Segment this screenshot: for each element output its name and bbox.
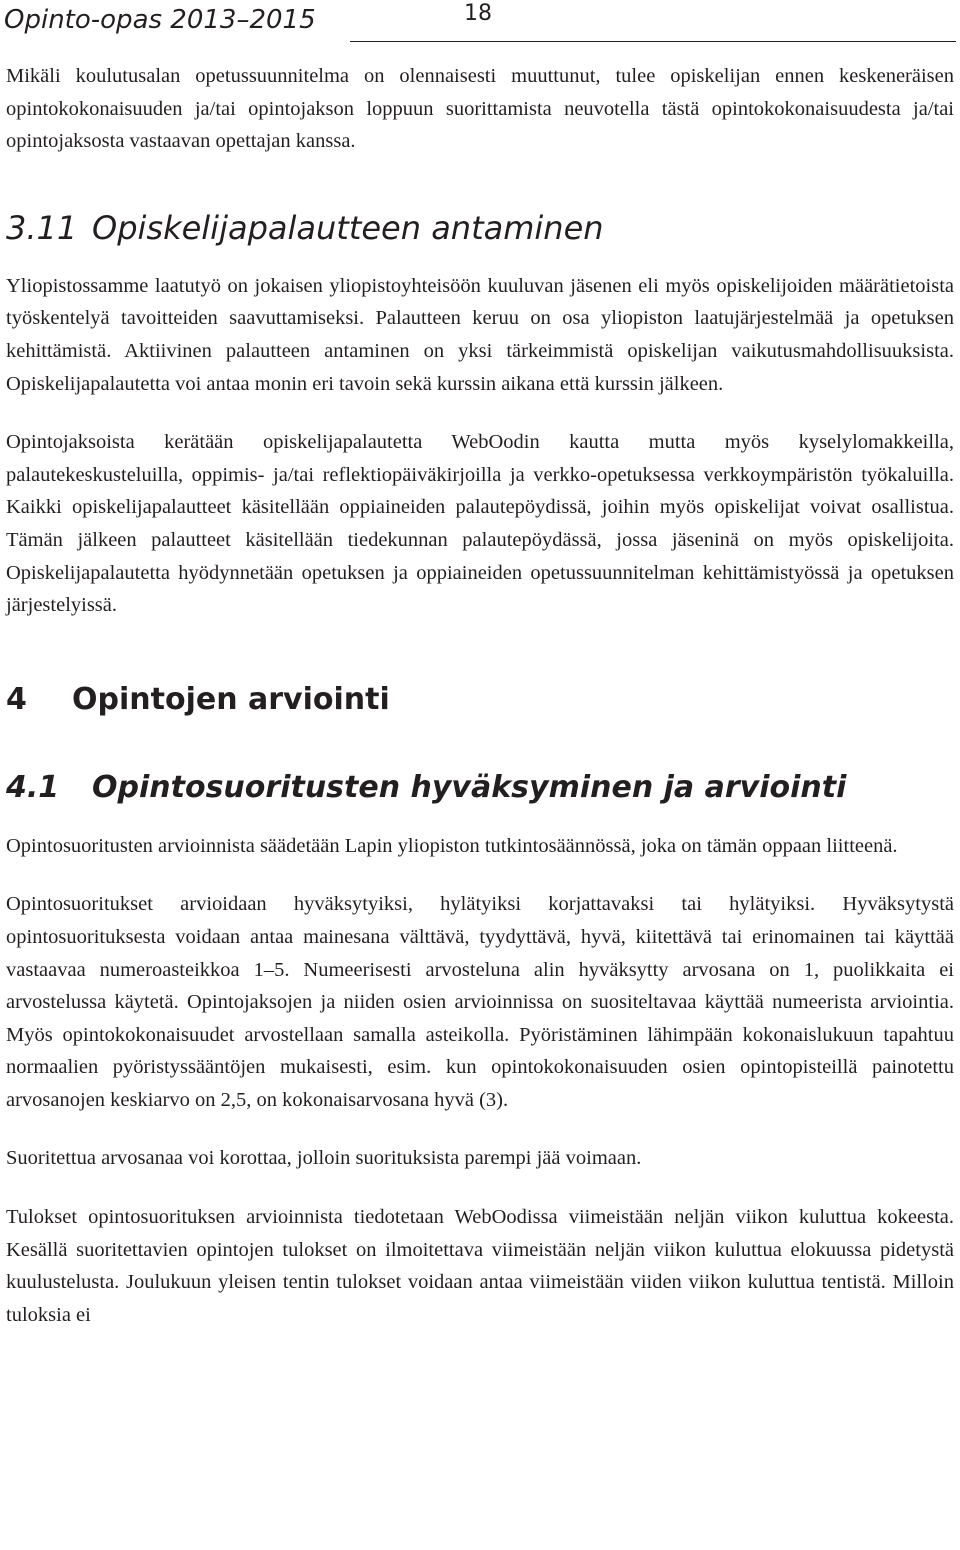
page-number: 18 [464,1,492,26]
chapter-heading-4 [6,680,954,720]
spacer [6,158,954,208]
page-header [4,1,956,44]
spacer [6,400,954,426]
section-title: Opintosuoritusten hyväksyminen ja arviointi [92,769,847,805]
spacer [6,808,954,830]
spacer [6,622,954,680]
section-heading-4-1 [6,768,954,808]
section-number: 4.1 [6,769,60,805]
section-title: Opiskelijapalautteen antaminen [92,208,604,247]
assessment-paragraph-3: Suoritettua arvosanaa voi korottaa, jolloin suorituksista parempi jää voimaan. [6,1147,642,1170]
assessment-paragraph-4: Tulokset opintosuorituksen arvioinnista tiedotetaan WebOodissa viimeistään neljän viikon kuluttua kokeesta. Kesällä suoritettavien opintojen tulokset on ilmoitettava viimeistään neljän viikon kuluttua elokuussa pidetystä kuulustelusta. Joulukuun yleisen tentin tulokset voidaan antaa viimeistään viiden viikon kuluttua tentistä. Milloin tuloksia ei [6,1206,954,1326]
guide-title: Opinto-opas 2013–2015 [4,5,316,35]
assessment-paragraph-2: Opintosuoritukset arvioidaan hyväksytyiksi, hylätyiksi korjattavaksi tai hylätyiksi. Hyväksytystä opintosuorituksesta voidaan antaa mainesana välttävä, tyydyttävä, hyvä, kiitettävä tai erinomainen tai käyttää vastaavaa numeroasteikkoa 1–5. Numeerisesti arvosteluna alin hyväksytty arvosana on 1, puolikkaita ei arvostelussa käytetä. Opintojaksojen ja niiden osien arvioinnissa on suositeltavaa käyttää numeerista arviointia. Myös opintokokonaisuudet arvostellaan samalla asteikolla. Pyöristäminen lähimpään kokonaislukuun tapahtuu normaalien pyöristyssääntöjen mukaisesti, esim. kun opintokokonaisuuden osien opintopisteillä painotettu arvosanojen keskiarvo on 2,5, on kokonaisarvosana hyvä (3). [6,893,954,1111]
feedback-paragraph-1: Yliopistossamme laatutyö on jokaisen yliopistoyhteisöön kuuluvan jäsenen eli myös opiskelijoiden määrätietoista työskentelyä tavoitteiden saavuttamiseksi. Palautteen keruu on osa yliopiston laatujärjestelmää ja opetuksen kehittämistä. Aktiivinen palautteen antaminen on yksi tärkeimmistä opiskelijan vaikutusmahdollisuuksista. Opiskelijapalautetta voi antaa monin eri tavoin sekä kurssin aikana että kurssin jälkeen. [6,274,954,395]
section-number: 3.11 [6,208,78,247]
page-content [6,60,954,1331]
header-rule [350,41,956,42]
feedback-paragraph-2: Opintojaksoista kerätään opiskelijapalautetta WebOodin kautta mutta myös kyselylomakkeilla, palautekeskusteluilla, oppimis- ja/tai reflektiopäiväkirjoilla ja verkko-opetuksessa verkkoympäristön työkaluilla. Kaikki opiskelijapalautteet käsitellään oppiaineiden palautepöydissä, joihin myös opiskelijat voivat osallistua. Tämän jälkeen palautteet käsitellään tiedekunnan palautepöydässä, jossa jäseninä on myös opiskelijoita. Opiskelijapalautetta hyödynnetään opetuksen ja oppiaineiden opetussuunnitelman kehittämistyössä ja opetuksen järjestelyissä. [6,431,954,617]
spacer [6,1175,954,1201]
section-heading-3-11 [6,208,954,248]
spacer [6,720,954,768]
spacer [6,862,954,888]
spacer [6,248,954,270]
intro-paragraph: Mikäli koulutusalan opetussuunnitelma on olennaisesti muuttunut, tulee opiskelijan ennen keskeneräisen opintokokonaisuuden ja/tai opintojakson loppuun suorittamista neuvotella tästä opintokokonaisuudesta ja/tai opintojaksosta vastaavan opettajan kanssa. [6,65,954,153]
assessment-paragraph-1: Opintosuoritusten arvioinnista säädetään Lapin yliopiston tutkintosäännössä, joka on tämän oppaan liitteenä. [6,834,898,857]
chapter-number: 4 [6,681,27,717]
chapter-title: Opintojen arviointi [72,681,390,717]
spacer [6,1116,954,1142]
